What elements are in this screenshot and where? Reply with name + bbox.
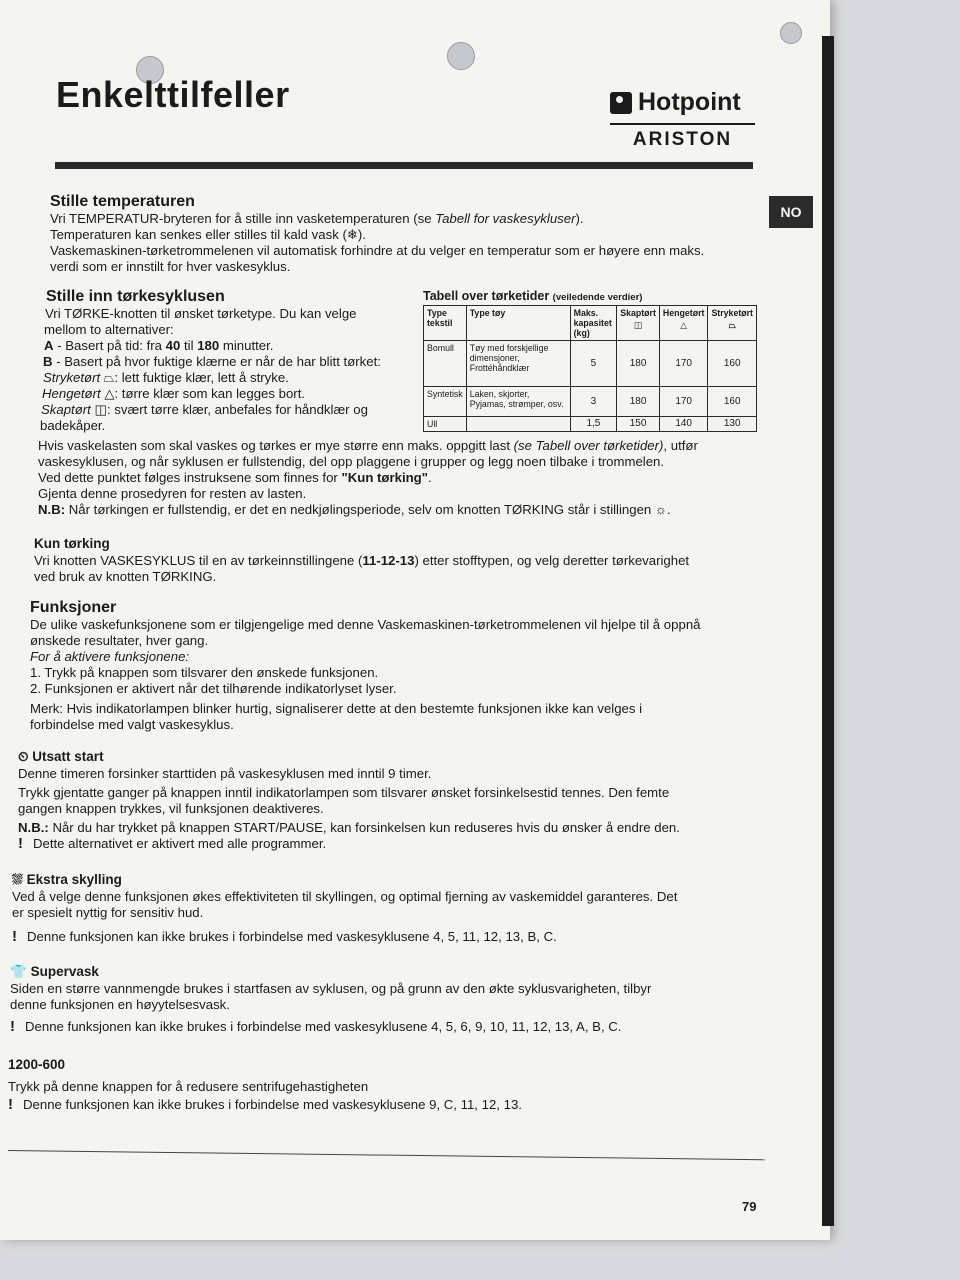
text-line: Ved dette punktet følges instruksene som finnes for "Kun tørking". xyxy=(38,470,432,485)
section-dry-only xyxy=(34,536,754,585)
table-cell: 5 xyxy=(570,341,617,387)
table-header: Skaptørt ◫ xyxy=(617,306,660,341)
table-title: Tabell over tørketider (veiledende verdier) xyxy=(423,289,643,303)
table-cell: 150 xyxy=(617,417,660,432)
table-cell: Tøy med forskjellige dimensjoner, Frottéhåndklær xyxy=(466,341,570,387)
text-line: Vaskemaskinen-tørketrommelenen vil automatisk forhindre at du velger en temperatur som er høyere enn maks. xyxy=(50,243,705,258)
page-title: Enkelttilfeller xyxy=(56,74,290,115)
iron-icon: ⏢ xyxy=(103,370,115,385)
brand-logo xyxy=(610,88,755,151)
drying-notes xyxy=(38,438,758,518)
table-cell: Syntetisk xyxy=(424,387,467,417)
text-line: Trykk på denne knappen for å redusere sentrifugehastigheten xyxy=(8,1079,369,1094)
clock-icon: ⏲ xyxy=(18,749,29,764)
hanger-icon: △ xyxy=(680,320,688,330)
table-cell: 140 xyxy=(659,417,708,432)
title-divider xyxy=(55,162,753,169)
page-edge-bar xyxy=(822,36,834,1226)
text-line: Denne timeren forsinker starttiden på vaskesyklusen med inntil 9 timer. xyxy=(18,766,432,781)
warning-line: ! Denne funksjonen kan ikke brukes i forbindelse med vaskesyklusene 4, 5, 11, 12, 13, B, C. xyxy=(12,928,557,945)
text-line: Siden en større vannmengde brukes i startfasen av syklusen, og på grunn av den økte syklusvarigheten, tilbyr xyxy=(10,981,652,996)
text-line: Merk: Hvis indikatorlampen blinker hurtig, signaliserer dette at den bestemte funksjonen ikke kan velges i xyxy=(30,701,643,716)
section-temperature xyxy=(50,194,755,275)
section-delay-start xyxy=(18,749,760,852)
warning-line: ! Denne funksjonen kan ikke brukes i forbindelse med vaskesyklusene 9, C, 11, 12, 13. xyxy=(8,1096,522,1113)
text-line: De ulike vaskefunksjonene som er tilgjengelige med denne Vaskemaskinen-tørketrommelenen vil hjelpe til å oppnå xyxy=(30,617,701,632)
table-cell: Ull xyxy=(424,417,467,432)
table-row xyxy=(424,341,757,387)
brand-bottom: ARISTON xyxy=(632,129,733,150)
table-header-row xyxy=(424,306,757,341)
step-1: 1. Trykk på knappen som tilsvarer den ønskede funksjonen. xyxy=(30,665,379,680)
section-heading: Stille inn tørkesyklusen xyxy=(46,288,225,305)
text-line: denne funksjonen en høyytelsesvask. xyxy=(10,997,230,1012)
table-cell: 160 xyxy=(708,387,757,417)
text-line: Vri TEMPERATUR-bryteren for å stille inn vasketemperaturen (se Tabell for vaskesykluser). xyxy=(50,211,584,226)
text-line: vaskesyklusen, og når syklusen er fullstendig, del opp plaggene i grupper og legg noen tilbake i trommelen. xyxy=(38,454,665,469)
text-line: Gjenta denne prosedyren for resten av lasten. xyxy=(38,486,307,501)
logo-divider xyxy=(610,123,755,125)
text-line: For å aktivere funksjonene: xyxy=(30,649,190,664)
section-functions xyxy=(30,600,760,733)
rinse-icon: ⛆ xyxy=(12,872,23,887)
table-cell: 1,5 xyxy=(570,417,617,432)
warning-icon: ! xyxy=(8,1096,13,1113)
table-cell: Laken, skjorter, Pyjamas, strømper, osv. xyxy=(466,387,570,417)
footer-divider xyxy=(8,1150,765,1160)
table-cell: Bomull xyxy=(424,341,467,387)
table-header: Type tekstil xyxy=(424,306,467,341)
hanger-icon: △ xyxy=(104,386,115,401)
table-row xyxy=(424,417,757,432)
section-heading: Funksjoner xyxy=(30,599,117,616)
section-heading: 👕 Supervask xyxy=(10,964,99,979)
option-hanger-dry: Hengetørt △: tørre klær som kan legges bort. xyxy=(42,386,306,401)
option-cupboard-dry: Skaptørt ◫: svært tørre klær, anbefales for håndklær og xyxy=(41,402,368,417)
table-cell: 160 xyxy=(708,341,757,387)
table-header: Type tøy xyxy=(466,306,570,341)
drying-times-table xyxy=(423,305,757,432)
section-heading: ⛆ Ekstra skylling xyxy=(12,872,122,887)
warning-icon: ! xyxy=(18,835,23,852)
text-line: Temperaturen kan senkes eller stilles til kald vask (❄). xyxy=(50,227,366,242)
warning-line: ! Denne funksjonen kan ikke brukes i forbindelse med vaskesyklusene 4, 5, 6, 9, 10, 11, 12, 13, A, B, C. xyxy=(10,1018,622,1035)
table-cell: 170 xyxy=(659,341,708,387)
option-ironing-dry: Stryketørt ⏢: lett fuktige klær, lett å stryke. xyxy=(43,370,289,385)
section-spin-speed xyxy=(8,1057,756,1113)
text-line: forbindelse med valgt vaskesyklus. xyxy=(30,717,234,732)
section-heading: 1200-600 xyxy=(8,1057,66,1072)
table-cell: 130 xyxy=(708,417,757,432)
table-header: Maks. kapasitet (kg) xyxy=(570,306,617,341)
text-line: N.B.: Når du har trykket på knappen START/PAUSE, kan forsinkelsen kun reduseres hvis du ønsker å endre den. xyxy=(18,820,680,835)
section-heading: Stille temperaturen xyxy=(50,193,195,210)
shirt-icon: 👕 xyxy=(10,964,27,979)
text-line: badekåper. xyxy=(40,418,106,433)
text-line: Hvis vaskelasten som skal vaskes og tørkes er mye større enn maks. oppgitt last (se Tabell over tørketider), utfør xyxy=(38,438,698,453)
text-line: Trykk gjentatte ganger på knappen inntil indikatorlampen som tilsvarer ønsket forsinkelsestid tennes. Den femte xyxy=(18,785,670,800)
table-cell: 180 xyxy=(617,387,660,417)
text-line: er spesielt nyttig for sensitiv hud. xyxy=(12,905,204,920)
text-line: Vri knotten VASKESYKLUS til en av tørkeinnstillingene (11-12-13) etter stofftypen, og velg deretter tørkevarighet xyxy=(34,553,690,568)
table-cell xyxy=(466,417,570,432)
table-header: Stryketørt ⏢ xyxy=(708,306,757,341)
cupboard-icon: ◫ xyxy=(633,320,643,330)
option-b: B - Basert på hvor fuktige klærne er når de har blitt tørket: xyxy=(43,354,381,369)
table-cell: 3 xyxy=(570,387,617,417)
text-line: mellom to alternativer: xyxy=(44,322,174,337)
warning-line: ! Dette alternativet er aktivert med alle programmer. xyxy=(18,835,327,852)
table-header: Hengetørt △ xyxy=(659,306,708,341)
iron-icon: ⏢ xyxy=(728,320,736,330)
text-line: verdi som er innstilt for hver vaskesyklus. xyxy=(50,259,291,274)
table-cell: 180 xyxy=(617,341,660,387)
cupboard-icon: ◫ xyxy=(94,402,107,417)
warning-icon: ! xyxy=(10,1018,15,1035)
hotpoint-logo-icon xyxy=(610,92,632,114)
text-line: N.B: Når tørkingen er fullstendig, er det en nedkjølingsperiode, selv om knotten TØRKING står i stillingen ☼. xyxy=(38,502,671,517)
brand-top: Hotpoint xyxy=(638,88,741,116)
step-2: 2. Funksjonen er aktivert når det tilhørende indikatorlyset lyser. xyxy=(30,681,397,696)
punch-hole xyxy=(447,42,475,70)
punch-hole xyxy=(780,22,802,44)
section-drying-cycle xyxy=(40,289,415,434)
table-cell: 170 xyxy=(659,387,708,417)
text-line: Vri TØRKE-knotten til ønsket tørketype. Du kan velge xyxy=(45,306,357,321)
section-heading: Kun tørking xyxy=(34,536,110,551)
section-super-wash xyxy=(10,964,758,1035)
text-line: Ved å velge denne funksjonen økes effektiviteten til skyllingen, og optimal fjerning av vaskemiddel garanteres. Det xyxy=(12,889,678,904)
warning-icon: ! xyxy=(12,928,17,945)
text-line: ønskede resultater, hver gang. xyxy=(30,633,209,648)
text-line: ved bruk av knotten TØRKING. xyxy=(34,569,217,584)
option-a: A - Basert på tid: fra 40 til 180 minutter. xyxy=(44,338,274,353)
text-line: gangen knappen trykkes, vil funksjonen deaktiveres. xyxy=(18,801,324,816)
language-badge: NO xyxy=(769,196,813,228)
table-row xyxy=(424,387,757,417)
page-number: 79 xyxy=(742,1199,757,1214)
section-heading: ⏲ Utsatt start xyxy=(18,749,104,764)
section-extra-rinse xyxy=(12,872,760,945)
